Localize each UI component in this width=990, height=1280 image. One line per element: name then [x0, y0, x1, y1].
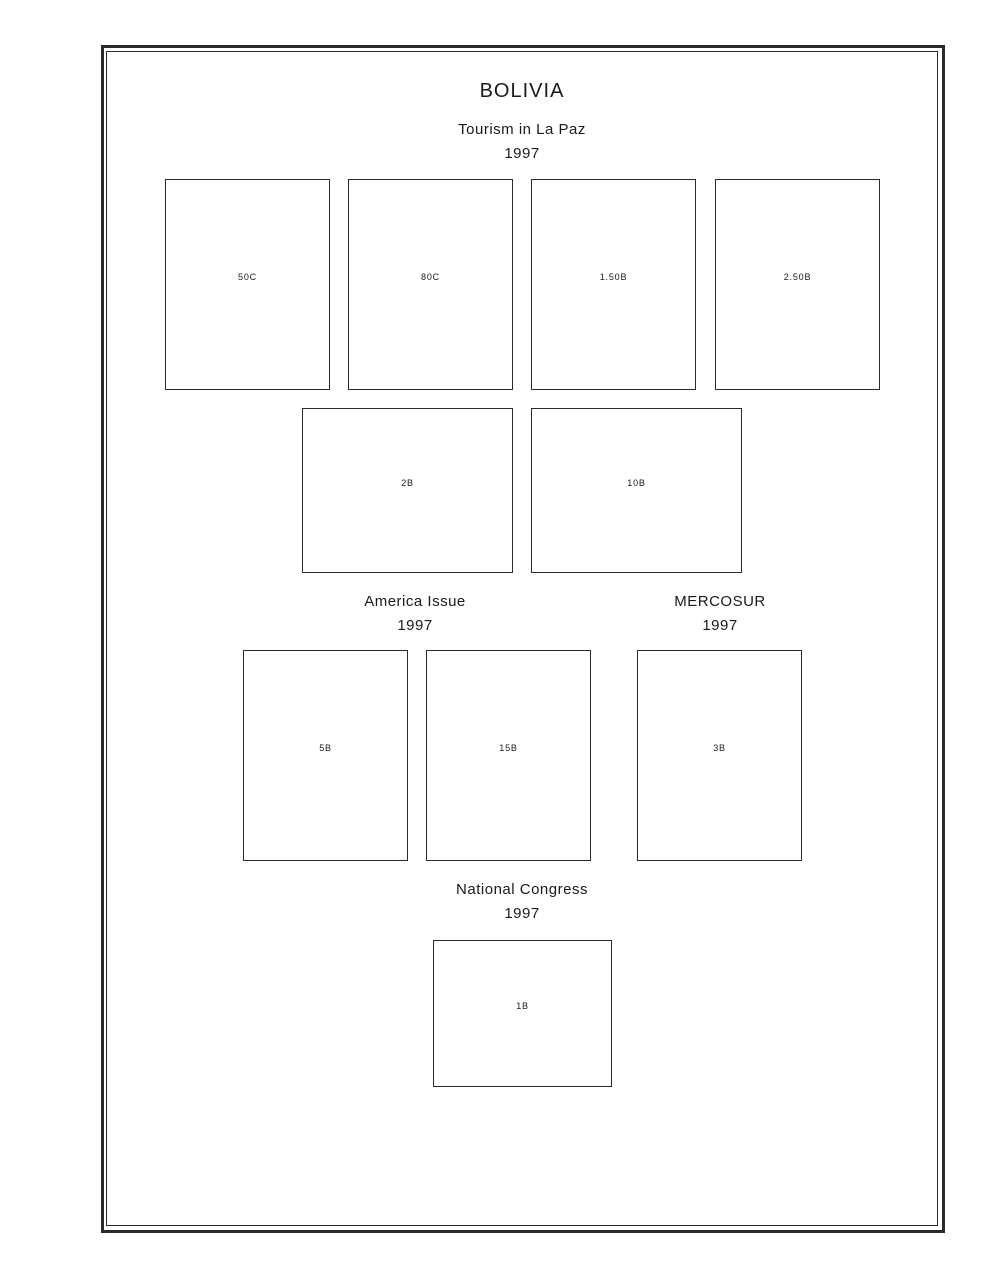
section-year-congress: 1997	[504, 905, 540, 922]
stamp-box	[433, 940, 612, 1087]
stamp-box	[348, 179, 513, 390]
stamp-box	[426, 650, 591, 861]
stamp-value: 2B	[401, 477, 414, 488]
stamp-value: 5B	[319, 742, 332, 753]
stamp-box	[531, 408, 742, 573]
stamp-box	[637, 650, 802, 861]
country-title: BOLIVIA	[479, 80, 565, 102]
section-title-tourism: Tourism in La Paz	[458, 121, 586, 138]
stamp-value: 80C	[421, 271, 440, 282]
stamp-box	[531, 179, 696, 390]
stamp-value: 3B	[713, 742, 726, 753]
section-title-america: America Issue	[364, 593, 466, 610]
stamp-box	[302, 408, 513, 573]
stamp-box	[243, 650, 408, 861]
stamp-value: 50C	[238, 271, 257, 282]
section-year-tourism: 1997	[504, 145, 540, 162]
stamp-value: 15B	[499, 742, 518, 753]
stamp-box	[715, 179, 880, 390]
section-title-mercosur: MERCOSUR	[674, 593, 766, 610]
stamp-value: 1.50B	[599, 271, 628, 282]
stamp-box	[165, 179, 330, 390]
stamp-value: 2.50B	[783, 271, 812, 282]
section-year-mercosur: 1997	[702, 617, 738, 634]
stamp-value: 10B	[627, 477, 646, 488]
stamp-value: 1B	[516, 1000, 529, 1011]
section-year-america: 1997	[397, 617, 433, 634]
section-title-congress: National Congress	[456, 881, 588, 898]
